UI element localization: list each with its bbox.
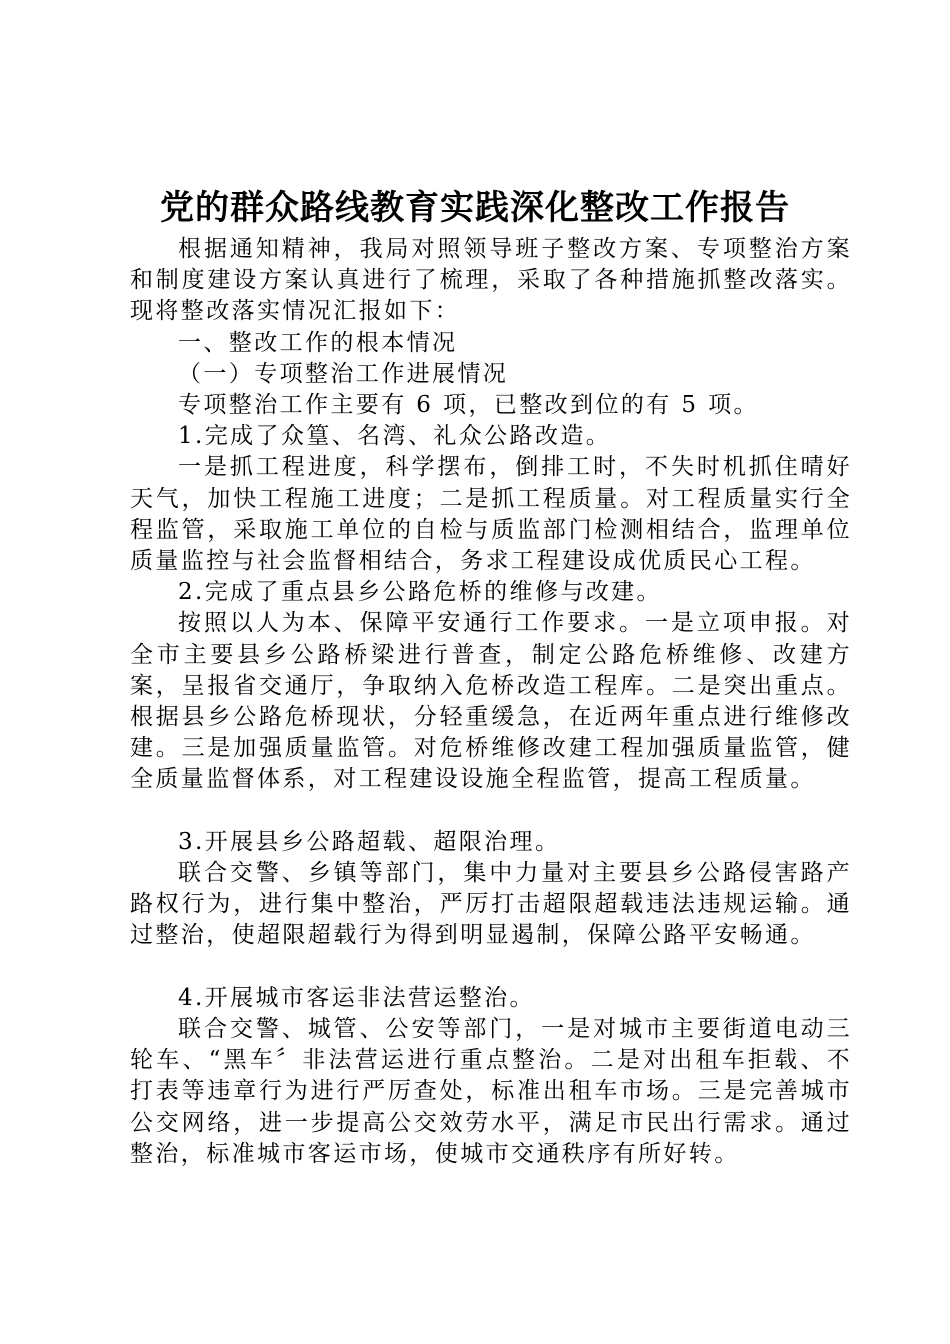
item-paragraph-3: 联合交警、乡镇等部门，集中力量对主要县乡公路侵害路产路权行为，进行集中整治，严厉打击超限超载违法违规运输。通过整治，使超限超载行为得到明显遏制，保障公路平安畅通。	[130, 860, 852, 949]
heading-section-1: 一、整改工作的根本情况	[178, 329, 458, 356]
item-heading-4: 4.开展城市客运非法营运整治。	[178, 984, 535, 1011]
item-paragraph-2: 按照以人为本、保障平安通行工作要求。一是立项申报。对全市主要县乡公路桥梁进行普查，制定公路危桥维修、改建方案，呈报省交通厅，争取纳入危桥改造工程库。二是突出重点。根据县乡公路危桥现状，分轻重缓急，在近两年重点进行维修改建。三是加强质量监管。对危桥维修改建工程加强质量监管，健全质量监督体系，对工程建设设施全程监管，提高工程质量。	[130, 610, 852, 793]
paragraph-intro: 根据通知精神，我局对照领导班子整改方案、专项整治方案和制度建设方案认真进行了梳理，采取了各种措施抓整改落实。现将整改落实情况汇报如下：	[130, 236, 852, 325]
document-body	[130, 234, 852, 1170]
heading-subsection-1: （一）专项整治工作进展情况	[178, 360, 509, 387]
item-heading-2: 2.完成了重点县乡公路危桥的维修与改建。	[178, 579, 662, 606]
item-paragraph-1: 一是抓工程进度，科学摆布，倒排工时，不失时机抓住晴好天气，加快工程施工进度；二是抓工程质量。对工程质量实行全程监管，采取施工单位的自检与质监部门检测相结合，监理单位质量监控与社会监督相结合，务求工程建设成优质民心工程。	[130, 454, 852, 575]
item-heading-1: 1.完成了众篁、名湾、礼众公路改造。	[178, 423, 612, 450]
paragraph-summary: 专项整治工作主要有 6 项，已整改到位的有 5 项。	[178, 392, 759, 419]
document-title: 党的群众路线教育实践深化整改工作报告	[160, 188, 790, 228]
item-paragraph-4: 联合交警、城管、公安等部门，一是对城市主要街道电动三轮车、“黑车〞非法营运进行重点整治。二是对出租车拒载、不打表等违章行为进行严厉查处，标准出租车市场。三是完善城市公交网络，进一步提高公交效劳水平，满足市民出行需求。通过整治，标准城市客运市场，使城市交通秩序有所好转。	[130, 1016, 852, 1167]
item-heading-3: 3.开展县乡公路超载、超限治理。	[178, 828, 561, 855]
